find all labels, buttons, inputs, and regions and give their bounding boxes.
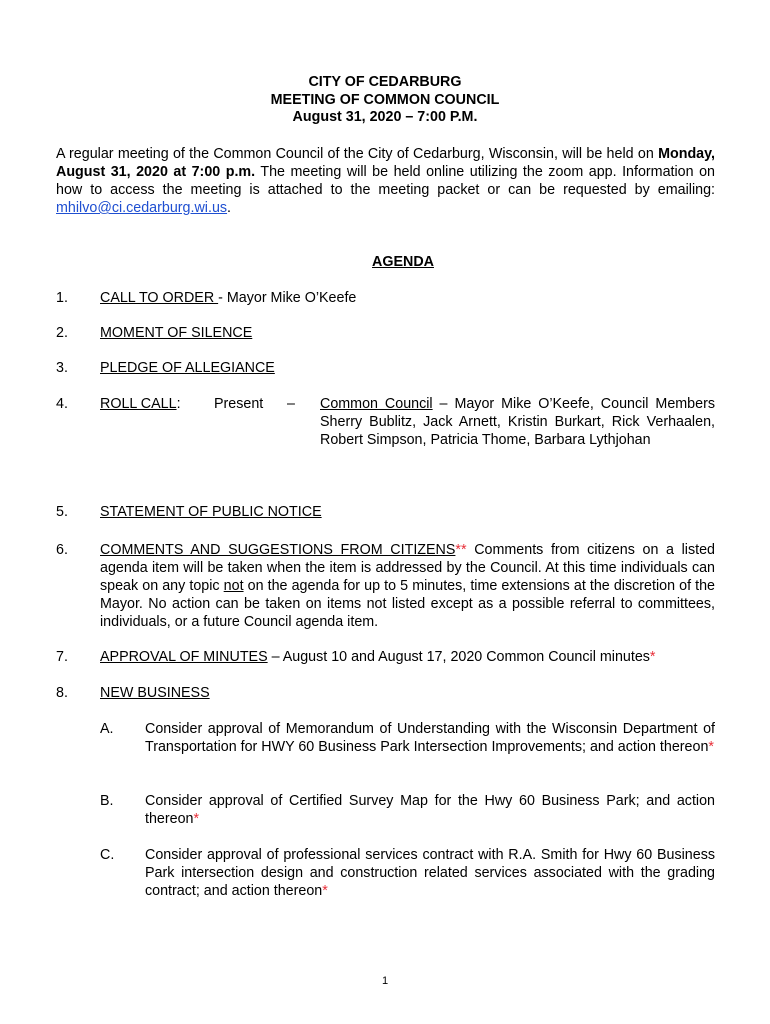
asterisk-marker: * [708, 739, 714, 755]
intro-meeting-date: Monday, August 31, 2020 at 7:00 p.m. [56, 146, 715, 180]
asterisk-marker: * [193, 811, 200, 827]
asterisk-marker: * [649, 649, 656, 665]
item-title: MOMENT OF SILENCE [100, 325, 253, 341]
email-link[interactable]: mhilvo@ci.cedarburg.wi.us [56, 200, 228, 216]
item-title: CALL TO ORDER [100, 290, 219, 306]
item-title: NEW BUSINESS [100, 685, 210, 701]
agenda-item [56, 359, 715, 377]
item-number: 8. [56, 685, 68, 701]
item-title: ROLL CALL [100, 396, 177, 412]
agenda-item [56, 289, 715, 307]
sub-item-letter: C. [100, 847, 115, 863]
document-header [0, 74, 770, 127]
sub-item-text: Consider approval of professional services contract with R.A. Smith for Hwy 60 Business Park intersection design and construction related services associated with the grading contract; and action thereon [145, 847, 715, 899]
item-number: 3. [56, 360, 68, 376]
item-title: COMMENTS AND SUGGESTIONS FROM CITIZENS [100, 542, 456, 558]
item-number: 4. [56, 396, 68, 412]
item-number: 7. [56, 649, 68, 665]
page-number: 1 [381, 975, 389, 987]
intro-text-1: A regular meeting of the Common Council of the City of Cedarburg, Wisconsin, will be held on [56, 146, 659, 162]
roll-colon: : [176, 396, 181, 412]
roll-dash: – [287, 396, 295, 412]
agenda-item [56, 684, 715, 702]
agenda-item [56, 324, 715, 342]
asterisk-marker: * [322, 883, 328, 899]
item-text: on the agenda for up to 5 minutes, time extensions at the discretion of the Mayor. No action can be taken on items not listed except as a possible referral to committees, individuals, or a future Council agenda item. [100, 578, 716, 630]
council-members: – Mayor Mike O’Keefe, Council Members Sherry Bublitz, Jack Arnett, Kristin Burkart, Rick Verhaalen, Robert Simpson, Patricia Thome, Barbara Lythjohan [320, 396, 715, 448]
sub-item-letter: B. [100, 793, 114, 809]
header-date: August 31, 2020 – 7:00 P.M. [292, 109, 478, 125]
item-text: - Mayor Mike O’Keefe [218, 290, 357, 306]
intro-paragraph [56, 145, 715, 217]
sub-item [100, 792, 715, 830]
asterisk-marker: ** [455, 542, 467, 558]
item-text: Comments from citizens on a listed agenda item will be taken when the item is addressed by the Council. At this time individuals can speak on any topic [100, 542, 715, 594]
council-label: Common Council [320, 396, 433, 412]
item-title: APPROVAL OF MINUTES [100, 649, 268, 665]
item-emphasis: not [223, 578, 244, 594]
sub-item [100, 846, 715, 902]
sub-item-letter: A. [100, 721, 114, 737]
item-number: 2. [56, 325, 68, 341]
agenda-item [56, 648, 715, 666]
item-number: 5. [56, 504, 68, 520]
intro-end: . [227, 200, 232, 216]
sub-item [100, 720, 715, 776]
item-text: – August 10 and August 17, 2020 Common Council minutes [267, 649, 650, 665]
item-number: 6. [56, 542, 68, 558]
item-number: 1. [56, 290, 68, 306]
item-title: PLEDGE OF ALLEGIANCE [100, 360, 275, 376]
header-city: CITY OF CEDARBURG [308, 74, 462, 90]
item-title: STATEMENT OF PUBLIC NOTICE [100, 504, 322, 520]
roll-present: Present [214, 396, 264, 412]
agenda-title: AGENDA [372, 254, 434, 270]
agenda-item-roll-call [56, 395, 715, 470]
agenda-item [56, 503, 715, 521]
intro-text-2: The meeting will be held online utilizing the zoom app. Information on how to access the meeting is attached to the meeting packet or can be requested by emailing: [56, 164, 715, 198]
agenda-item [56, 541, 715, 633]
sub-item-text: Consider approval of Certified Survey Map for the Hwy 60 Business Park; and action thereon [145, 793, 715, 827]
sub-item-text: Consider approval of Memorandum of Understanding with the Wisconsin Department of Transportation for HWY 60 Business Park Intersection Improvements; and action thereon [145, 721, 715, 755]
header-meeting: MEETING OF COMMON COUNCIL [270, 91, 500, 108]
